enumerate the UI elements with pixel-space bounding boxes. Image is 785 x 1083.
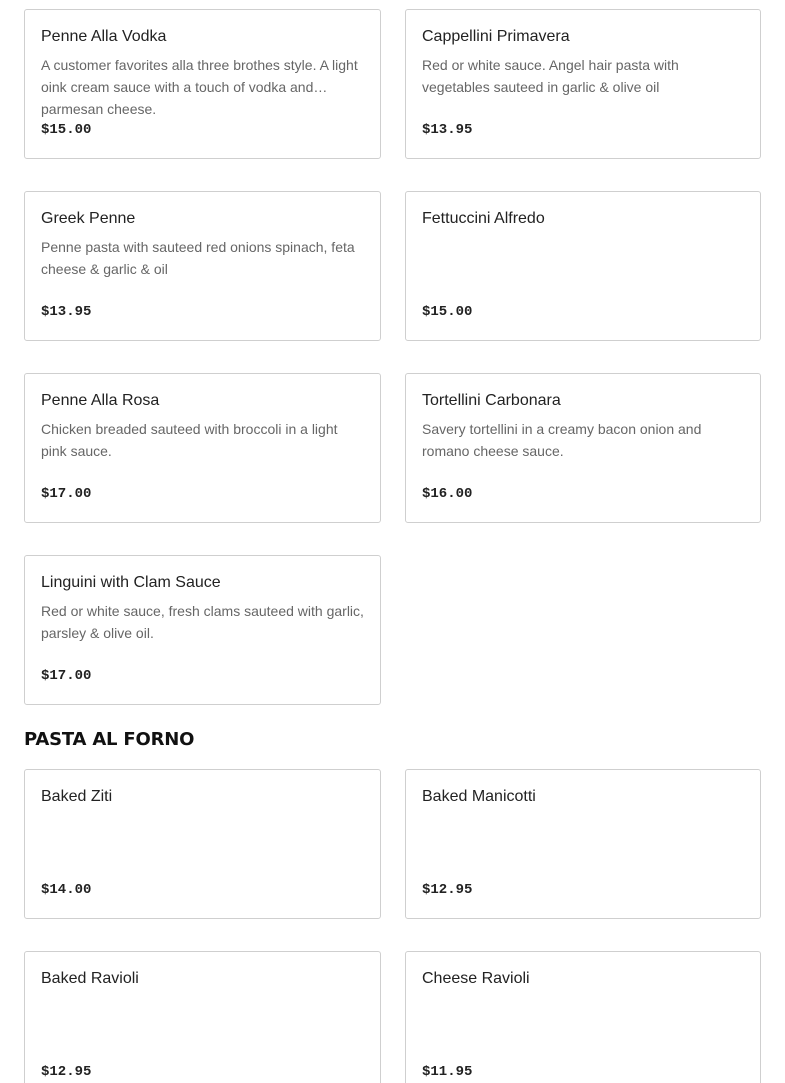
- menu-item-price: $11.95: [422, 1064, 473, 1080]
- menu-item-name: Penne Alla Rosa: [41, 392, 160, 409]
- menu-item-description: Red or white sauce, fresh clams sauteed with garlic, parsley & olive oil.: [41, 603, 364, 641]
- menu-item-price: $16.00: [422, 486, 473, 502]
- menu-item-card[interactable]: [405, 191, 761, 341]
- menu-item-price: $13.95: [41, 304, 92, 320]
- menu-item-card[interactable]: [24, 951, 381, 1083]
- menu-item-name: Cheese Ravioli: [422, 970, 530, 987]
- menu-item-name: Tortellini Carbonara: [422, 392, 561, 409]
- menu-item-description: Chicken breaded sauteed with broccoli in a light pink sauce.: [41, 421, 338, 459]
- menu-item-name: Baked Ziti: [41, 788, 113, 805]
- menu-item-card[interactable]: [405, 951, 761, 1083]
- menu-item-card[interactable]: [24, 9, 381, 159]
- menu-item-card[interactable]: [405, 9, 761, 159]
- menu-item-price: $12.95: [422, 882, 473, 898]
- menu-item-card[interactable]: [405, 373, 761, 523]
- menu-item-price: $12.95: [41, 1064, 92, 1080]
- menu-item-card[interactable]: [24, 555, 381, 705]
- menu-item-price: $14.00: [41, 882, 92, 898]
- menu-item-card[interactable]: [405, 769, 761, 919]
- menu-item-price: $17.00: [41, 668, 92, 684]
- menu-item-name: Fettuccini Alfredo: [422, 210, 545, 227]
- menu-item-name: Linguini with Clam Sauce: [41, 574, 221, 591]
- menu-item-price: $13.95: [422, 122, 473, 138]
- menu-item-name: Greek Penne: [41, 210, 136, 227]
- menu-item-card[interactable]: [24, 191, 381, 341]
- menu-item-card[interactable]: [24, 373, 381, 523]
- menu-item-price: $15.00: [422, 304, 473, 320]
- menu-item-price: $17.00: [41, 486, 92, 502]
- menu-item-name: Penne Alla Vodka: [41, 28, 167, 45]
- menu-item-description: A customer favorites alla three brothes style. A light oink cream sauce with a touch of vodka and parmesan cheese.: [41, 57, 358, 117]
- menu-item-name: Baked Manicotti: [422, 788, 536, 805]
- menu-item-description: Penne pasta with sauteed red onions spinach, feta cheese & garlic & oil: [41, 239, 355, 277]
- menu-item-name: Baked Ravioli: [41, 970, 139, 987]
- menu-item-name: Cappellini Primavera: [422, 28, 570, 45]
- section-heading: PASTA AL FORNO: [24, 729, 195, 750]
- menu-item-card[interactable]: [24, 769, 381, 919]
- menu-item-description: Savery tortellini in a creamy bacon onion and romano cheese sauce.: [422, 421, 702, 459]
- menu-item-description: Red or white sauce. Angel hair pasta with vegetables sauteed in garlic & olive oil: [422, 57, 679, 95]
- menu-item-price: $15.00: [41, 122, 92, 138]
